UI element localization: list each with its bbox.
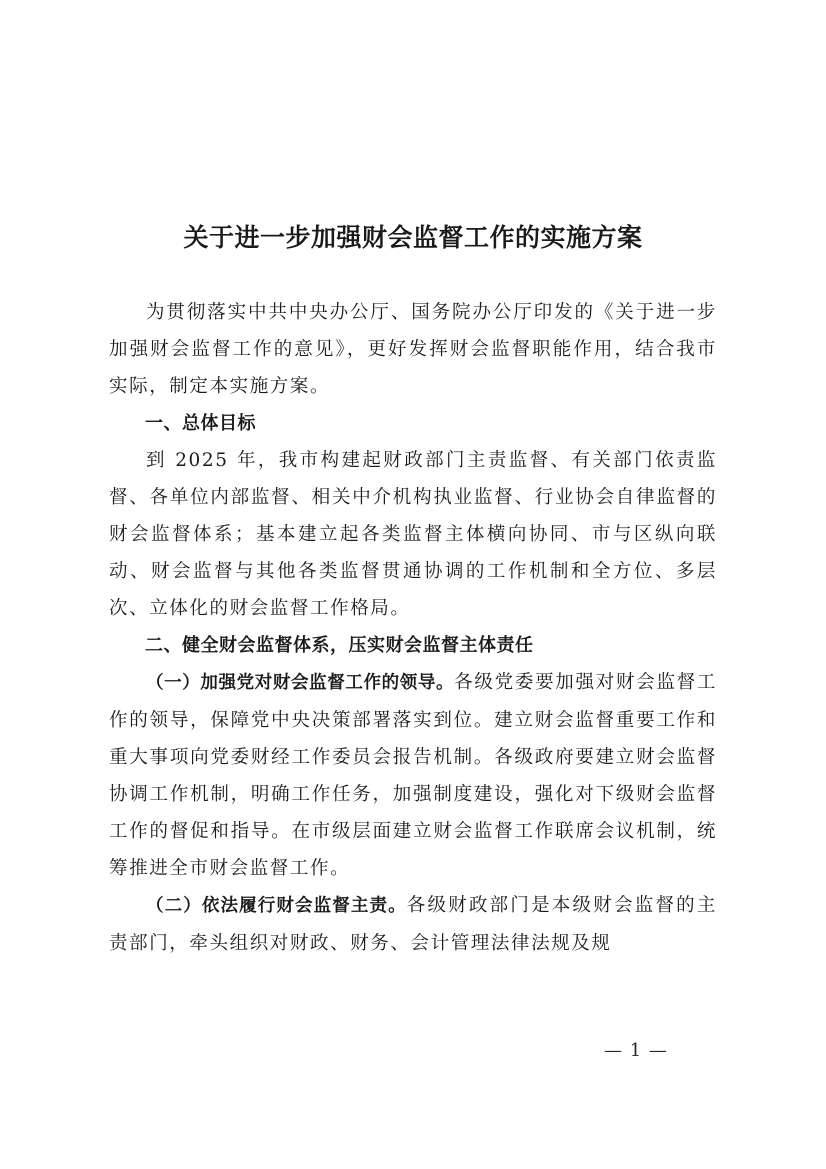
item-2-lead: （二）依法履行财会监督主责。: [146, 896, 407, 916]
document-title: 关于进一步加强财会监督工作的实施方案: [183, 223, 643, 252]
page-number: — 1 —: [604, 1040, 668, 1061]
document-body: [109, 294, 717, 962]
item-1-text: 各级党委要加强对财会监督工作的领导，保障党中央决策部署落实到位。建立财会监督重要工作和重大事项向党委财经工作委员会报告机制。各级政府要建立财会监督协调工作机制，明确工作任务，加强制度建设，强化对下级财会监督工作的督促和指导。在市级层面建立财会监督工作联席会议机制，统筹推进全市财会监督工作。: [109, 672, 717, 879]
section-2-item-2: [109, 887, 717, 962]
section-2-item-1: [109, 664, 717, 887]
section-1-heading: 一、总体目标: [145, 413, 256, 434]
section-2-heading: 二、健全财会监督体系，压实财会监督主体责任: [145, 635, 534, 656]
item-2-text: 各级财政部门是本级财会监督的主责部门，牵头组织对财政、财务、会计管理法律法规及规: [109, 895, 717, 954]
item-1-lead: （一）加强党对财会监督工作的领导。: [146, 673, 455, 693]
intro-paragraph: 为贯彻落实中共中央办公厅、国务院办公厅印发的《关于进一步加强财会监督工作的意见》，更好发挥财会监督职能作用，结合我市实际，制定本实施方案。: [109, 302, 717, 397]
section-1-paragraph: 到 2025 年，我市构建起财政部门主责监督、有关部门依责监督、各单位内部监督、相关中介机构执业监督、行业协会自律监督的财会监督体系；基本建立起各类监督主体横向协同、市与区纵向联动、财会监督与其他各类监督贯通协调的工作机制和全方位、多层次、立体化的财会监督工作格局。: [109, 450, 717, 619]
